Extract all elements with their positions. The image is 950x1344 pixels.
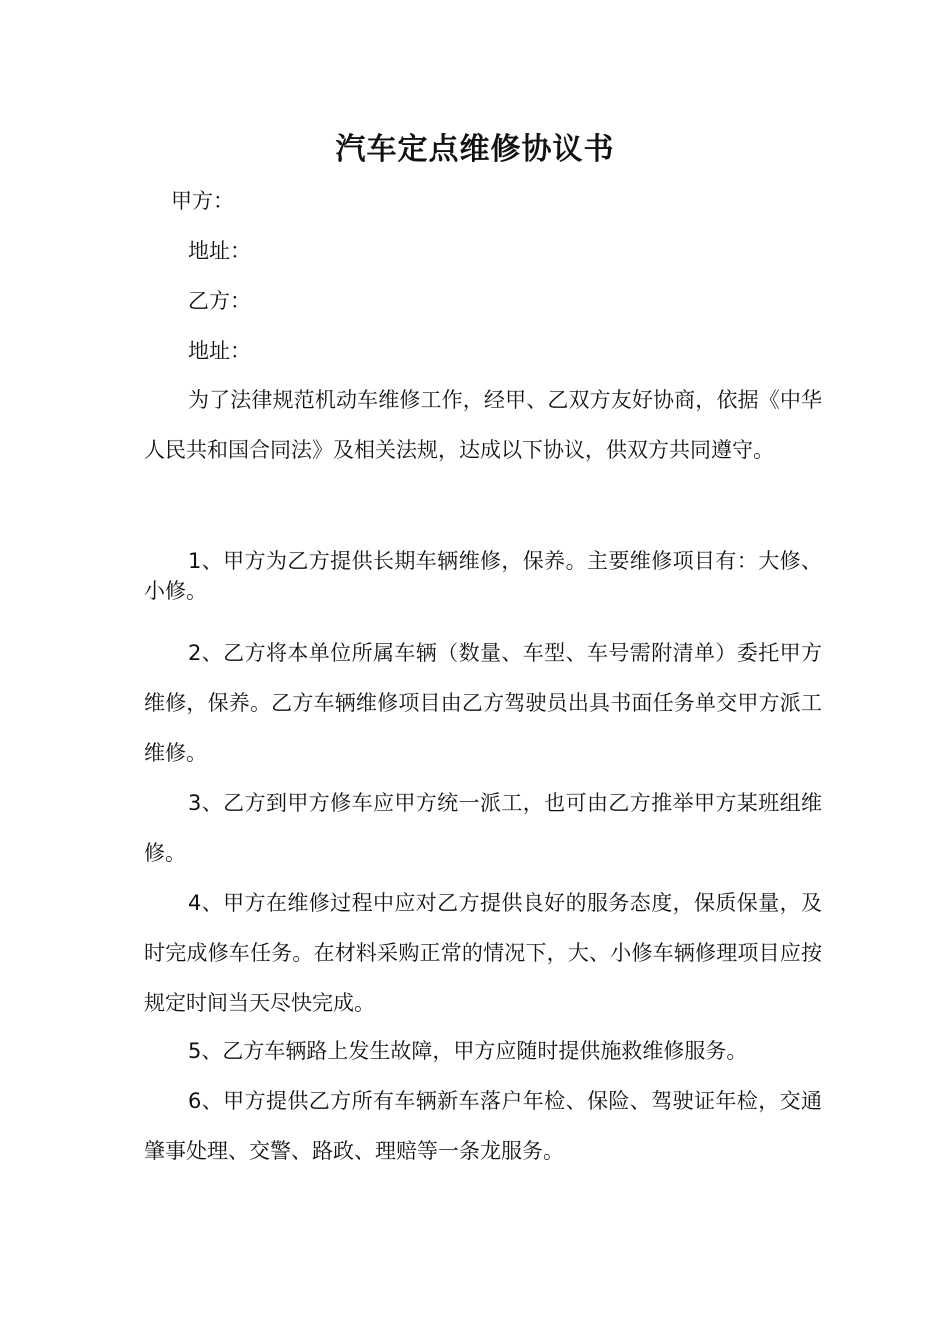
clause-4: 4、甲方在维修过程中应对乙方提供良好的服务态度，保质保量，及时完成修车任务。在材料采购正常的情况下，大、小修车辆修理项目应按规定时间当天尽快完成。 <box>144 891 822 1015</box>
clause-6: 6、甲方提供乙方所有车辆新车落户年检、保险、驾驶证年检，交通肇事处理、交警、路政、理赔等一条龙服务。 <box>144 1089 822 1163</box>
party-b-label: 乙方： <box>188 289 251 313</box>
intro-paragraph: 为了法律规范机动车维修工作，经甲、乙双方友好协商，依据《中华人民共和国合同法》及相关法规，达成以下协议，供双方共同遵守。 <box>144 388 822 462</box>
clause-3: 3、乙方到甲方修车应甲方统一派工，也可由乙方推举甲方某班组维修。 <box>144 791 822 865</box>
party-a-address-label: 地址： <box>188 239 251 263</box>
clause-5: 5、乙方车辆路上发生故障，甲方应随时提供施救维修服务。 <box>188 1039 748 1063</box>
document-title: 汽车定点维修协议书 <box>335 132 615 167</box>
party-b-address-label: 地址： <box>188 339 251 363</box>
clause-2: 2、乙方将本单位所属车辆（数量、车型、车号需附清单）委托甲方维修，保养。乙方车辆维修项目由乙方驾驶员出具书面任务单交甲方派工维修。 <box>144 641 822 765</box>
clause-1: 1、甲方为乙方提供长期车辆维修，保养。主要维修项目有：大修、小修。 <box>144 549 822 603</box>
party-a-label: 甲方： <box>171 189 234 213</box>
